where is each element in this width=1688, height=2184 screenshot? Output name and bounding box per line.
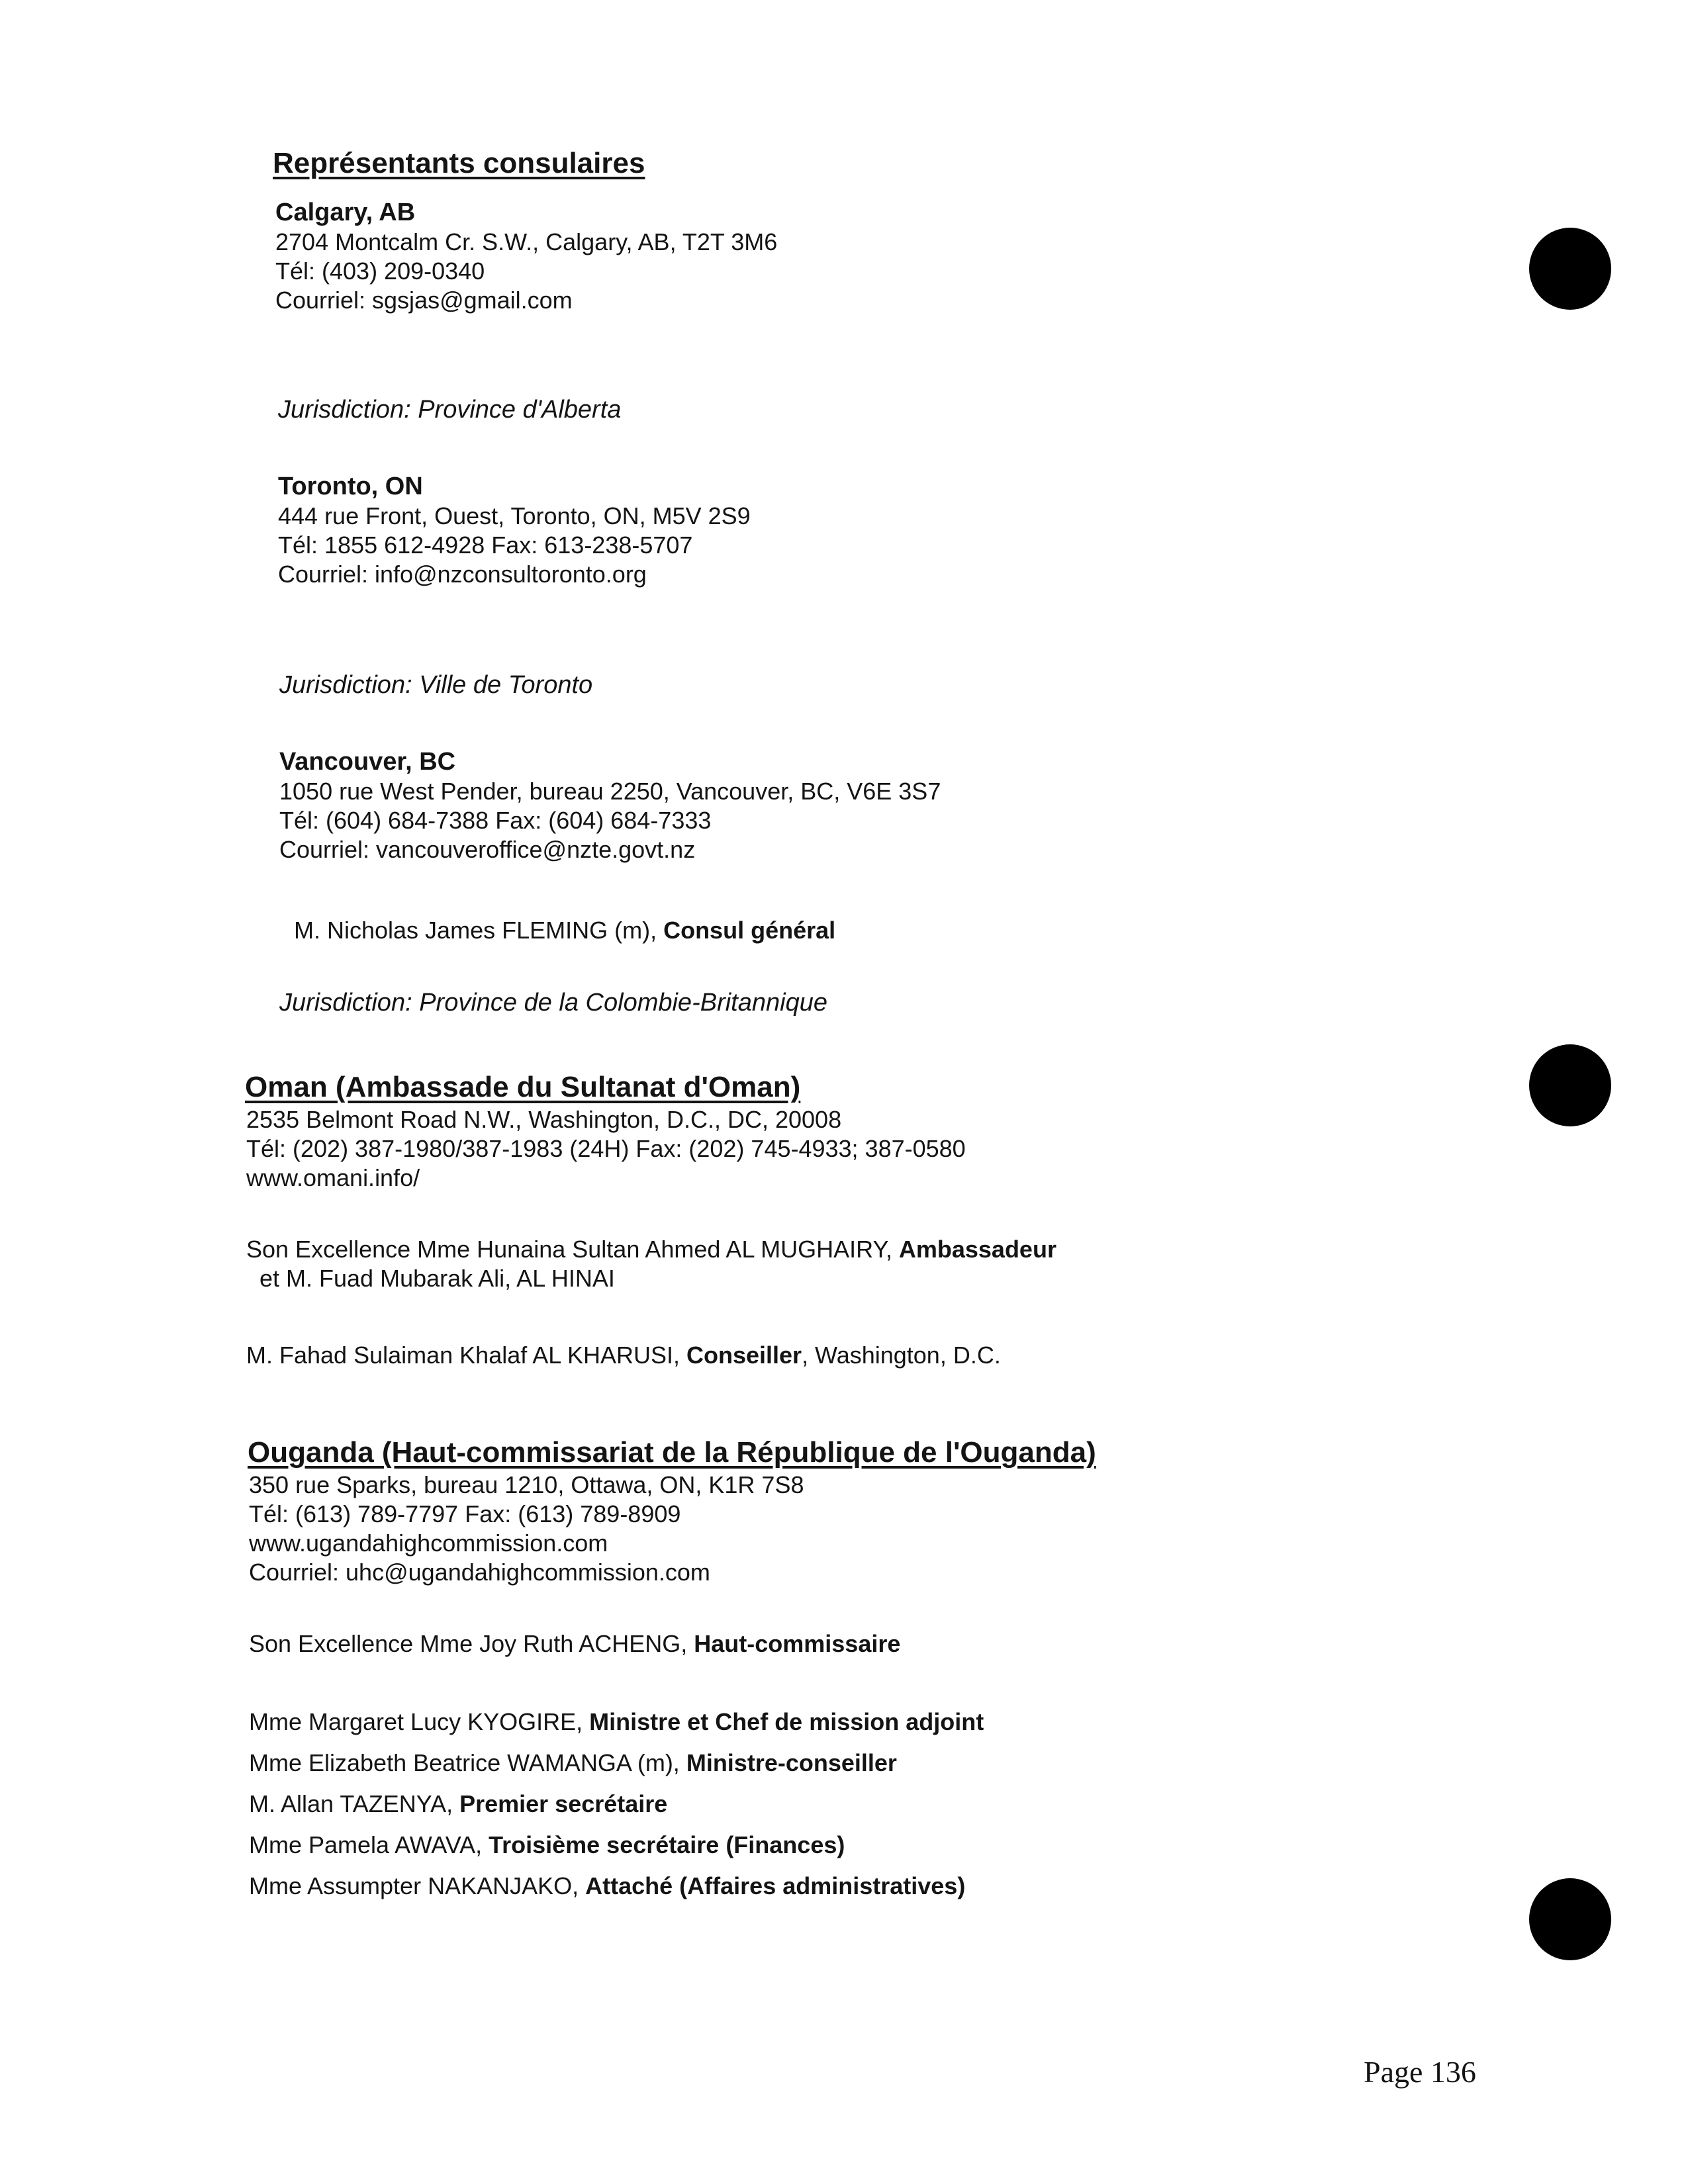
vancouver-email: Courriel: vancouveroffice@nzte.govt.nz xyxy=(279,836,696,863)
ouganda-staff-3 xyxy=(249,1790,667,1819)
ouganda-email: Courriel: uhc@ugandahighcommission.com xyxy=(249,1559,710,1586)
ouganda-address: 350 rue Sparks, bureau 1210, Ottawa, ON, K1R 7S8 xyxy=(249,1471,804,1498)
staff-title: Premier secrétaire xyxy=(459,1790,668,1817)
ouganda-high-commissioner xyxy=(249,1629,900,1659)
vancouver-consul-title: Consul général xyxy=(663,917,836,944)
toronto-jurisdiction: Jurisdiction: Ville de Toronto xyxy=(279,671,593,699)
vancouver-tel: Tél: (604) 684-7388 Fax: (604) 684-7333 xyxy=(279,807,712,834)
calgary-tel: Tél: (403) 209-0340 xyxy=(275,257,485,285)
oman-address: 2535 Belmont Road N.W., Washington, D.C., DC, 20008 xyxy=(246,1106,842,1133)
vancouver-address: 1050 rue West Pender, bureau 2250, Vancouver, BC, V6E 3S7 xyxy=(279,778,941,805)
toronto-address: 444 rue Front, Ouest, Toronto, ON, M5V 2S9 xyxy=(278,502,751,529)
vancouver-consul-name: M. Nicholas James FLEMING (m), xyxy=(294,917,664,944)
oman-ambassador-name: Son Excellence Mme Hunaina Sultan Ahmed AL MUGHAIRY, xyxy=(246,1236,899,1263)
binder-hole-bottom xyxy=(1529,1878,1611,1960)
staff-name: Mme Assumpter NAKANJAKO, xyxy=(249,1872,586,1899)
oman-counsellor-name: M. Fahad Sulaiman Khalaf AL KHARUSI, xyxy=(246,1342,686,1369)
vancouver-jurisdiction: Jurisdiction: Province de la Colombie-Britannique xyxy=(279,989,827,1017)
ouganda-tel: Tél: (613) 789-7797 Fax: (613) 789-8909 xyxy=(249,1500,681,1527)
oman-counsellor-title: Conseiller xyxy=(686,1342,802,1369)
vancouver-city: Vancouver, BC xyxy=(279,748,456,776)
staff-title: Attaché (Affaires administratives) xyxy=(585,1872,966,1899)
binder-hole-top xyxy=(1529,228,1611,310)
ouganda-staff-1 xyxy=(249,1707,984,1737)
ouganda-staff-2 xyxy=(249,1749,897,1778)
toronto-email: Courriel: info@nzconsultoronto.org xyxy=(278,561,647,588)
staff-name: Mme Pamela AWAVA, xyxy=(249,1831,489,1858)
ouganda-hc-title: Haut-commissaire xyxy=(694,1630,901,1657)
toronto-city: Toronto, ON xyxy=(278,473,423,500)
ouganda-hc-name: Son Excellence Mme Joy Ruth ACHENG, xyxy=(249,1630,694,1657)
staff-name: Mme Elizabeth Beatrice WAMANGA (m), xyxy=(249,1749,686,1776)
staff-title: Ministre-conseiller xyxy=(686,1749,897,1776)
ouganda-web: www.ugandahighcommission.com xyxy=(249,1529,608,1557)
oman-web: www.omani.info/ xyxy=(246,1164,420,1191)
staff-title: Ministre et Chef de mission adjoint xyxy=(589,1708,984,1735)
page-number: Page 136 xyxy=(1364,2055,1476,2089)
vancouver-consul xyxy=(294,916,835,945)
oman-ambassador-title: Ambassadeur xyxy=(898,1236,1056,1263)
calgary-jurisdiction: Jurisdiction: Province d'Alberta xyxy=(278,396,622,424)
oman-counsellor-suffix: , Washington, D.C. xyxy=(802,1342,1001,1369)
staff-title: Troisième secrétaire (Finances) xyxy=(489,1831,845,1858)
staff-name: Mme Margaret Lucy KYOGIRE, xyxy=(249,1708,590,1735)
oman-counsellor xyxy=(246,1341,1001,1370)
consulaires-heading: Représentants consulaires xyxy=(273,147,645,179)
calgary-address: 2704 Montcalm Cr. S.W., Calgary, AB, T2T 3M6 xyxy=(275,228,778,255)
ouganda-staff-4 xyxy=(249,1831,845,1860)
ouganda-heading: Ouganda (Haut-commissariat de la République de l'Ouganda) xyxy=(248,1436,1096,1469)
staff-name: M. Allan TAZENYA, xyxy=(249,1790,460,1817)
oman-tel: Tél: (202) 387-1980/387-1983 (24H) Fax: (202) 745-4933; 387-0580 xyxy=(246,1135,966,1162)
oman-heading: Oman (Ambassade du Sultanat d'Oman) xyxy=(245,1071,801,1103)
calgary-email: Courriel: sgsjas@gmail.com xyxy=(275,287,573,314)
toronto-tel: Tél: 1855 612-4928 Fax: 613-238-5707 xyxy=(278,531,693,559)
oman-spouse: et M. Fuad Mubarak Ali, AL HINAI xyxy=(259,1265,615,1292)
oman-ambassador xyxy=(246,1235,1056,1264)
ouganda-staff-5 xyxy=(249,1872,965,1901)
binder-hole-middle xyxy=(1529,1044,1611,1126)
calgary-city: Calgary, AB xyxy=(275,199,416,226)
